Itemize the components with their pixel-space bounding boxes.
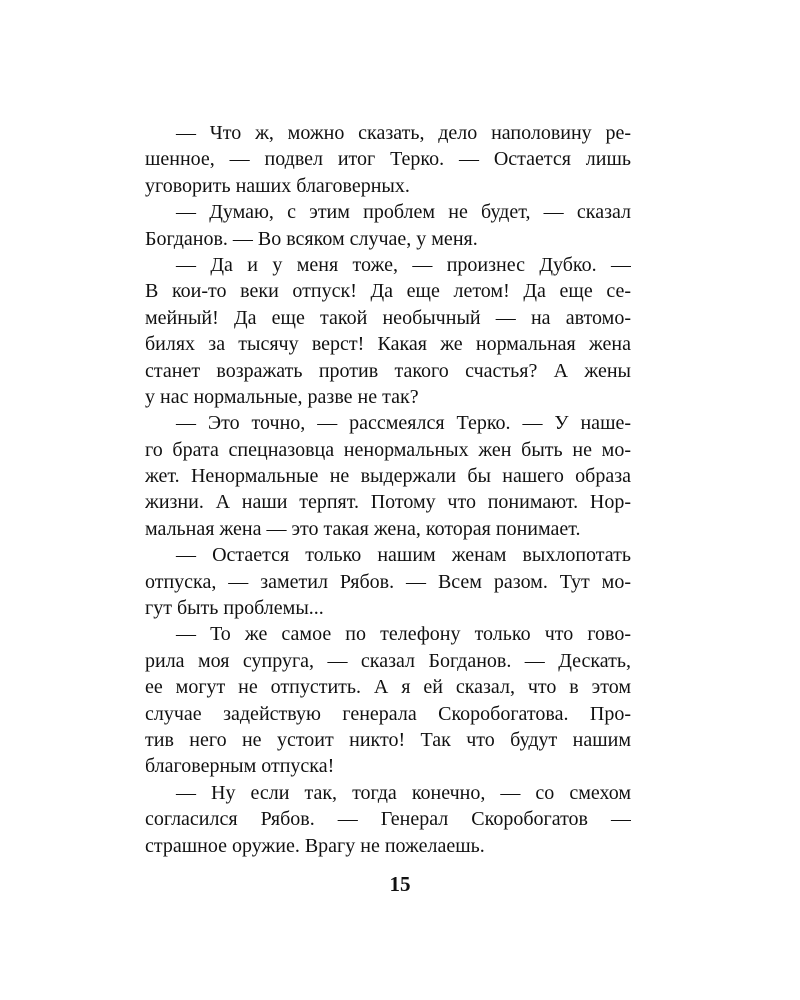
text-line: — Остается только нашим женам выхлопотать	[176, 544, 631, 567]
text-line: отпуска, — заметил Рябов. — Всем разом. Тут мо-	[145, 570, 631, 593]
text-line: билях за тысячу верст! Какая же нормальная жена	[145, 333, 631, 356]
text-line: гут быть проблемы...	[145, 597, 324, 620]
text-line: ее могут не отпустить. А я ей сказал, что в этом	[145, 676, 631, 699]
text-line: — Да и у меня тоже, — произнес Дубко. —	[176, 253, 631, 276]
text-line: тив него не устоит никто! Так что будут нашим	[145, 728, 631, 751]
text-line: Богданов. — Во всяком случае, у меня.	[145, 227, 478, 250]
text-line: — Это точно, — рассмеялся Терко. — У наше-	[176, 412, 631, 435]
text-line: станет возражать против такого счастья? А жены	[145, 359, 631, 382]
paragraph	[145, 780, 631, 859]
text-line: мейный! Да еще такой необычный — на автомо-	[145, 306, 631, 329]
text-line: рила моя супруга, — сказал Богданов. — Дескать,	[145, 649, 631, 672]
text-line: жизни. А наши терпят. Потому что понимают. Нор-	[145, 491, 631, 514]
text-line: у нас нормальные, разве не так?	[145, 385, 419, 408]
text-line: — Ну если так, тогда конечно, — со смехом	[176, 781, 631, 804]
paragraph	[145, 410, 631, 542]
text-line: мальная жена — это такая жена, которая понимает.	[145, 517, 581, 540]
text-line: страшное оружие. Врагу не пожелаешь.	[145, 834, 485, 857]
paragraph	[145, 120, 631, 199]
paragraph	[145, 621, 631, 779]
body-text	[145, 120, 631, 859]
paragraph	[145, 542, 631, 621]
text-line: согласился Рябов. — Генерал Скоробогатов —	[145, 808, 631, 831]
text-line: — То же самое по телефону только что гово-	[176, 623, 631, 646]
paragraph	[145, 252, 631, 410]
page-number: 15	[389, 872, 411, 896]
text-line: го брата спецназовца ненормальных жен быть не мо-	[145, 438, 631, 461]
text-line: В кои-то веки отпуск! Да еще летом! Да еще се-	[145, 280, 631, 303]
text-line: жет. Ненормальные не выдержали бы нашего образа	[145, 465, 631, 488]
text-line: случае задействую генерала Скоробогатова. Про-	[145, 702, 631, 725]
text-line: — Что ж, можно сказать, дело наполовину ре-	[176, 122, 631, 144]
text-line: благоверным отпуска!	[145, 755, 335, 778]
paragraph	[145, 199, 631, 252]
text-line: шенное, — подвел итог Терко. — Остается лишь	[145, 148, 631, 171]
text-line: — Думаю, с этим проблем не будет, — сказал	[176, 201, 631, 224]
text-line: уговорить наших благоверных.	[145, 174, 410, 197]
